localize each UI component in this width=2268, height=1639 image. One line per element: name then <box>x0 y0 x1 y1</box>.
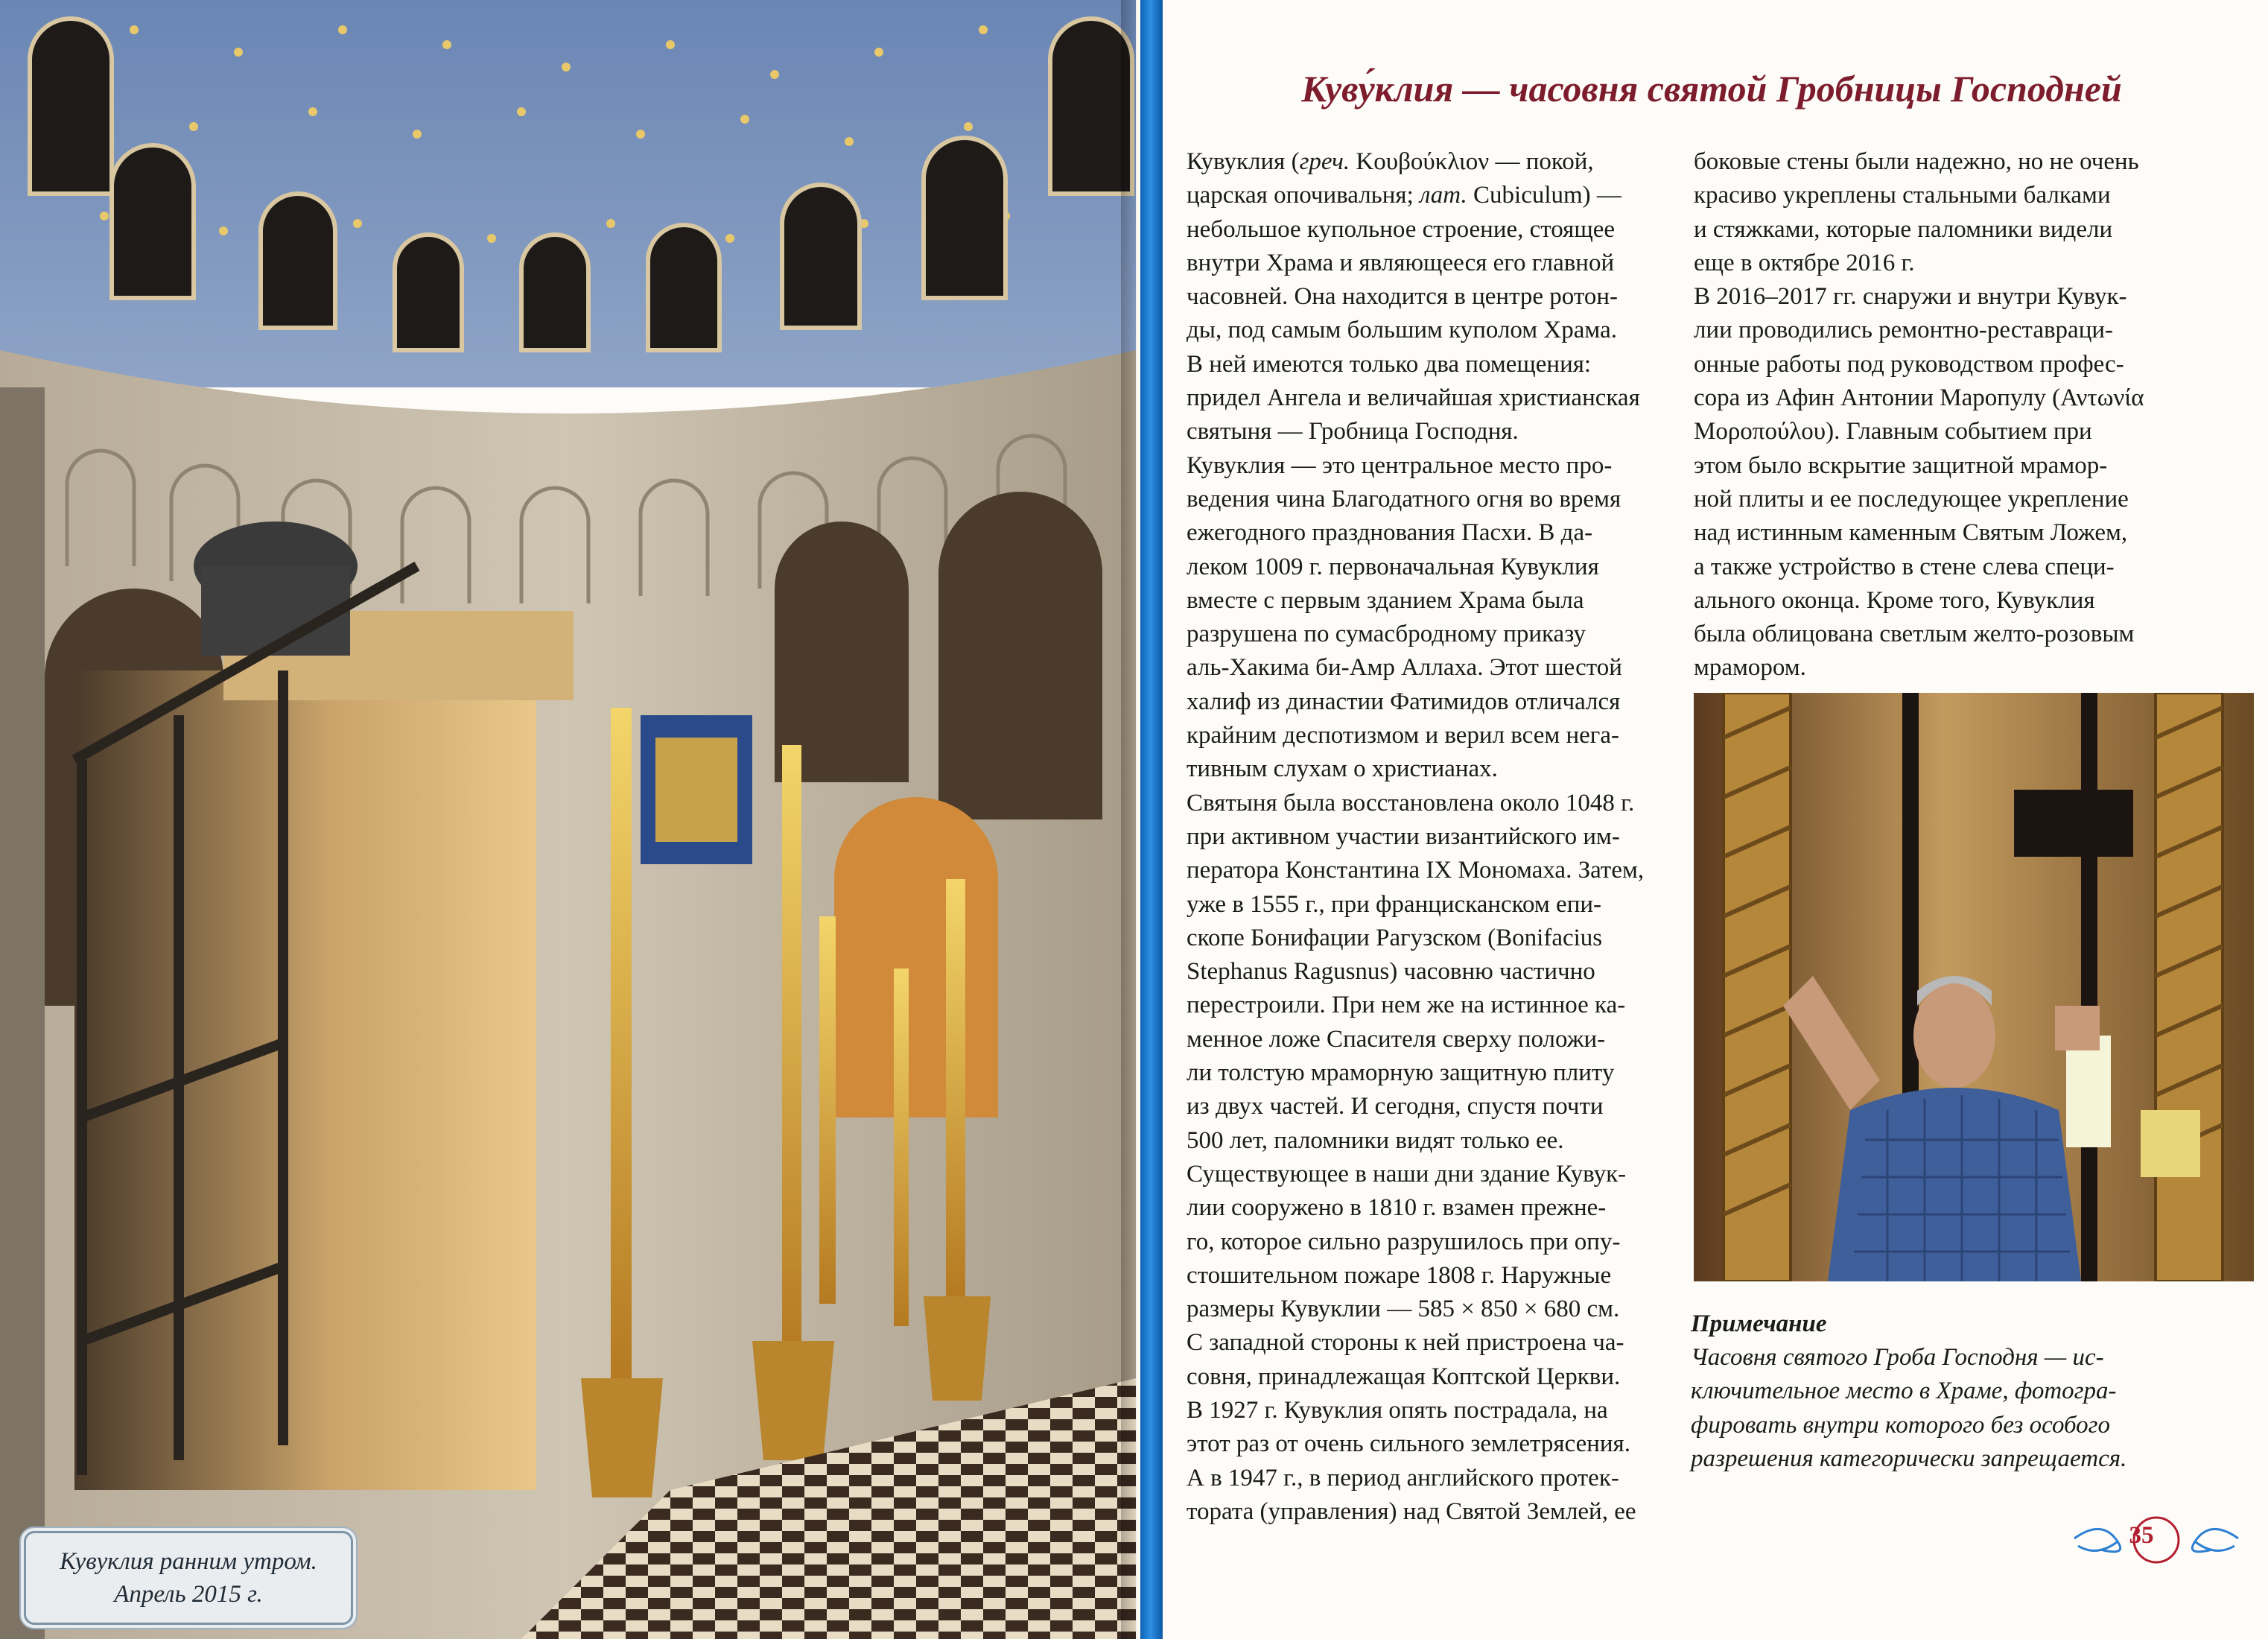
text-line: красиво укреплены стальными балками <box>1694 182 2111 209</box>
text-fragment: святыня — Гробница Господня. <box>1187 418 1519 446</box>
text-line <box>1187 348 1671 381</box>
italic-fragment: лат. <box>1419 182 1467 209</box>
text-fragment: Существующее в наши дни здание Кувук- <box>1187 1160 1627 1188</box>
photo-caption <box>24 1531 353 1625</box>
text-line <box>1187 1259 1671 1293</box>
text-fragment: при активном участии византийского им- <box>1187 822 1620 850</box>
text-fragment: внутри Храма и являющееся его главной <box>1187 249 1615 276</box>
note-line: Часовня святого Гроба Господня — ис- <box>1691 1344 2104 1371</box>
text-fragment: царская опочивальня; <box>1187 182 1420 209</box>
text-fragment: из двух частей. И сегодня, спустя почти <box>1187 1093 1604 1120</box>
text-fragment: тората (управления) над Святой Землей, ее <box>1187 1497 1636 1525</box>
text-line <box>1187 1090 1671 1123</box>
text-fragment: совня, принадлежащая Коптской Церкви. <box>1187 1363 1621 1390</box>
text-line <box>1187 280 1671 314</box>
text-fragment: Κουβούκλιον — покой, <box>1350 148 1594 175</box>
text-fragment: часовней. Она находится в центре ротон- <box>1187 283 1618 311</box>
text-column-1 <box>1187 145 1671 1529</box>
text-line: ной плиты и ее последующее укрепление <box>1694 485 2129 513</box>
text-line <box>1187 1326 1671 1360</box>
text-line: этом было вскрытие защитной мрамор- <box>1694 451 2108 479</box>
text-line <box>1187 1293 1671 1326</box>
text-line: была облицована светлым желто-розовым <box>1694 621 2135 648</box>
text-line <box>1187 381 1671 415</box>
text-fragment: уже в 1555 г., при францисканском епи- <box>1187 890 1602 918</box>
bookmark-ribbon <box>1140 0 1163 1639</box>
text-line <box>1187 483 1671 516</box>
text-fragment: ды, под самым большим куполом Храма. <box>1187 317 1617 344</box>
text-fragment: Святыня была восстановлена около 1048 г. <box>1187 789 1635 817</box>
note-line: фировать внутри которого без особого <box>1691 1411 2111 1439</box>
italic-fragment: греч. <box>1299 148 1350 175</box>
text-line <box>1187 179 1671 212</box>
text-fragment: Кувуклия — это центральное место про- <box>1187 451 1613 479</box>
text-fragment: халиф из династии Фатимидов отличался <box>1187 688 1621 715</box>
text-line <box>1187 787 1671 820</box>
text-line <box>1187 1023 1671 1056</box>
text-fragment: вместе с первым зданием Храма была <box>1187 586 1584 614</box>
text-line: ального оконца. Кроме того, Кувуклия <box>1694 586 2095 614</box>
text-line: сора из Афин Антонии Маропулу (Αντωνία <box>1694 384 2144 412</box>
text-fragment: В 1927 г. Кувуклия опять пострадала, на <box>1187 1396 1608 1424</box>
text-fragment: леком 1009 г. первоначальная Кувуклия <box>1187 553 1599 580</box>
text-line <box>1187 1360 1671 1394</box>
text-line <box>1187 516 1671 550</box>
text-fragment: ведения чина Благодатного огня во время <box>1187 485 1621 513</box>
text-line <box>1187 1124 1671 1158</box>
text-fragment: В ней имеются только два помещения: <box>1187 350 1592 378</box>
text-line: а также устройство в стене слева специ- <box>1694 553 2115 580</box>
text-fragment: Cubiculum) — <box>1467 182 1621 209</box>
text-fragment: крайним деспотизмом и верил всем нега- <box>1187 722 1619 749</box>
text-fragment: придел Ангела и величайшая христианская <box>1187 384 1640 412</box>
text-line <box>1187 415 1671 448</box>
text-fragment: ли толстую мраморную защитную плиту <box>1187 1059 1615 1087</box>
text-fragment: скопе Бонифации Рагузском (Bonifacius <box>1187 924 1603 951</box>
text-fragment: аль-Хакима би-Амр Аллаха. Этот шестой <box>1187 654 1622 682</box>
text-fragment: А в 1947 г., в период английского протек- <box>1187 1464 1619 1491</box>
pilgrim-photo <box>1694 693 2254 1281</box>
text-fragment: С западной стороны к ней пристроена ча- <box>1187 1329 1624 1357</box>
page-number-ornament <box>2071 1505 2242 1576</box>
text-fragment: перестроили. При нем же на истинное ка- <box>1187 992 1626 1019</box>
text-fragment: го, которое сильно разрушилось при опу- <box>1187 1228 1621 1255</box>
text-line <box>1187 551 1671 584</box>
note-line: ключительное место в Храме, фотогра- <box>1691 1378 2117 1405</box>
text-line <box>1187 1226 1671 1259</box>
text-fragment: 500 лет, паломники видят только ее. <box>1187 1126 1564 1154</box>
text-fragment: стошительном пожаре 1808 г. Наружные <box>1187 1261 1612 1289</box>
text-line: и стяжками, которые паломники видели <box>1694 215 2113 243</box>
text-line <box>1187 584 1671 618</box>
text-fragment: этот раз от очень сильного землетрясения. <box>1187 1430 1630 1458</box>
text-fragment: разрушена по сумасбродному приказу <box>1187 621 1586 648</box>
text-line: онные работы под руководством профес- <box>1694 350 2124 378</box>
text-line <box>1187 955 1671 989</box>
text-line <box>1187 1462 1671 1495</box>
page-title: Куву́клия — часовня святой Гробницы Господней <box>1301 68 2122 110</box>
text-line <box>1187 1056 1671 1090</box>
text-line <box>1187 1191 1671 1225</box>
text-line: Μοροπούλου). Главным событием при <box>1694 418 2092 446</box>
text-fragment: небольшое купольное строение, стоящее <box>1187 215 1616 243</box>
page-number: 35 <box>2129 1522 2154 1549</box>
text-line <box>1187 989 1671 1022</box>
text-line: еще в октябре 2016 г. <box>1694 249 1915 276</box>
text-fragment: Кувуклия ( <box>1187 148 1300 175</box>
text-line <box>1187 651 1671 685</box>
text-line <box>1187 314 1671 347</box>
text-line <box>1187 888 1671 922</box>
text-line: над истинным каменным Святым Ложем, <box>1694 519 2128 547</box>
text-line <box>1187 449 1671 483</box>
text-line <box>1187 1394 1671 1427</box>
text-fragment: размеры Кувуклии — 585 × 850 × 680 см. <box>1187 1296 1620 1323</box>
text-fragment: Stephanus Ragusnus) часовню частично <box>1187 958 1595 986</box>
text-line <box>1187 247 1671 280</box>
caption-line-1: Кувуклия ранним утром. <box>60 1548 317 1575</box>
text-line <box>1187 145 1671 179</box>
note-line: разрешения категорически запрещается. <box>1691 1445 2127 1472</box>
text-line <box>1187 854 1671 887</box>
text-line: В 2016–2017 гг. снаружи и внутри Кувук- <box>1694 283 2127 311</box>
text-fragment: тивным слухам о христианах. <box>1187 755 1498 783</box>
text-line <box>1187 213 1671 247</box>
caption-line-2: Апрель 2015 г. <box>114 1581 263 1608</box>
note-heading: Примечание <box>1691 1310 1827 1337</box>
note-text <box>1691 1341 2182 1476</box>
note-block <box>1691 1307 2182 1476</box>
text-line <box>1187 685 1671 719</box>
text-fragment: ператора Константина IX Мономаха. Затем, <box>1187 857 1645 884</box>
text-line <box>1187 820 1671 854</box>
text-column-2 <box>1694 145 2200 685</box>
text-line <box>1187 719 1671 752</box>
text-line: мрамором. <box>1694 654 1806 682</box>
text-line: боковые стены были надежно, но не очень <box>1694 148 2139 175</box>
text-fragment: менное ложе Спасителя сверху положи- <box>1187 1025 1606 1053</box>
text-line <box>1187 1158 1671 1191</box>
text-fragment: ежегодного празднования Пасхи. В да- <box>1187 519 1593 547</box>
text-line <box>1187 752 1671 786</box>
text-line: лии проводились ремонтно-реставраци- <box>1694 317 2114 344</box>
text-line <box>1187 618 1671 651</box>
text-line <box>1187 1495 1671 1529</box>
text-line <box>1187 1427 1671 1461</box>
text-fragment: лии сооружено в 1810 г. взамен прежне- <box>1187 1194 1607 1222</box>
text-line <box>1187 922 1671 955</box>
